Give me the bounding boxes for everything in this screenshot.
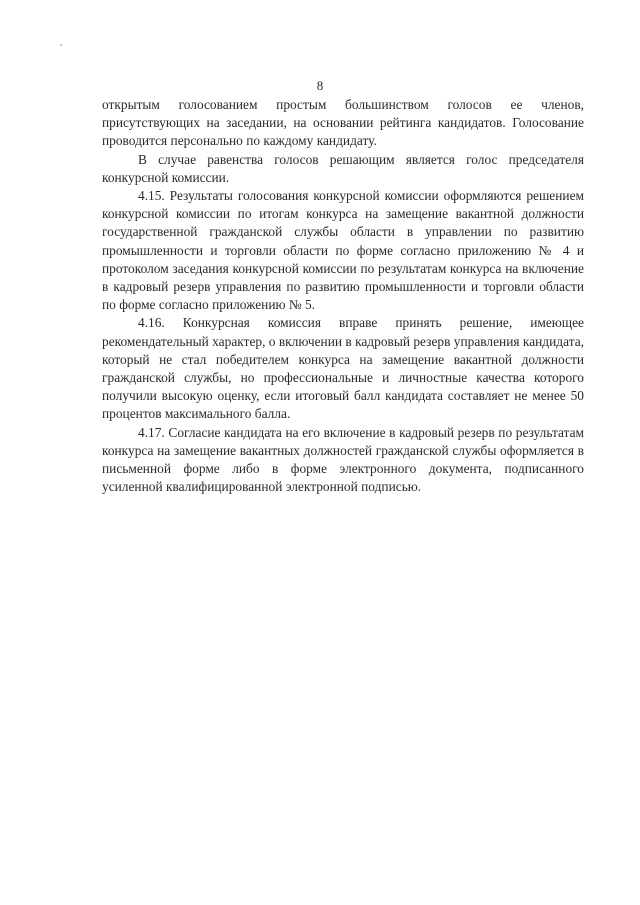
paragraph-voting-continuation: открытым голосованием простым большинством голосов ее членов, присутствующих на заседании, на основании рейтинга кандидатов. Голосование проводится персонально по каждому кандидату.: [102, 97, 584, 149]
document-body: [102, 96, 584, 496]
paragraph-4-16: 4.16. Конкурсная комиссия вправе принять решение, имеющее рекомендательный характер, о включении в кадровый резерв управления кандидата, который не стал победителем конкурса на замещение вакантной должности гражданской службы, но профессиональные и личностные качества которого получили высокую оценку, если итоговый балл кандидата составляет не менее 50 процентов максимального балла.: [102, 315, 584, 422]
paragraph-tie-rule: В случае равенства голосов решающим является голос председателя конкурсной комиссии.: [102, 151, 584, 185]
scan-artifact: [60, 44, 62, 46]
paragraph-4-15: 4.15. Результаты голосования конкурсной комиссии оформляются решением конкурсной комиссии по итогам конкурса на замещение вакантной должности государственной гражданской службы области в управлении по развитию промышленности и торговли области по форме согласно приложению № 4 и протоколом заседания конкурсной комиссии по результатам конкурса на включение в кадровый резерв управления по развитию промышленности и торговли области по форме согласно приложению № 5.: [102, 188, 584, 313]
paragraph-4-17: 4.17. Согласие кандидата на его включение в кадровый резерв по результатам конкурса на замещение вакантных должностей гражданской службы оформляется в письменной форме либо в форме электронного документа, подписанного усиленной квалифицированной электронной подписью.: [102, 424, 584, 495]
page-number: 8: [316, 78, 324, 93]
